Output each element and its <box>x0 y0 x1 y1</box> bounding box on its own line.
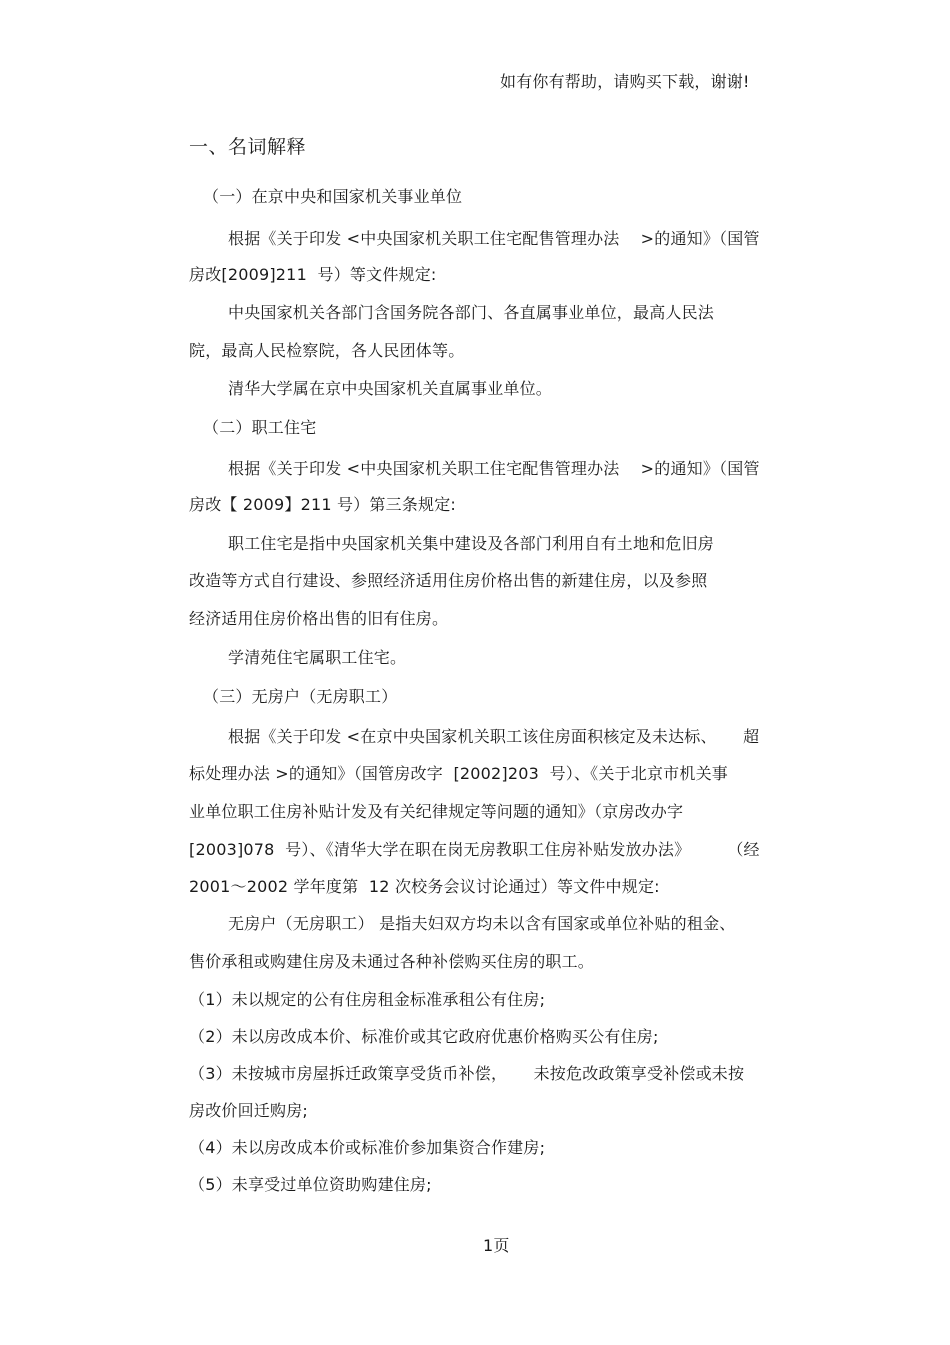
condition-item: （5）未享受过单位资助购建住房; <box>189 1175 432 1194</box>
section-title: 一、名词解释 <box>189 136 307 158</box>
paragraph-line: 职工住宅是指中央国家机关集中建设及各部门利用自有土地和危旧房 <box>228 534 715 553</box>
paragraph-line: 清华大学属在京中央国家机关直属事业单位。 <box>228 379 553 398</box>
paragraph-line: 售价承租或购建住房及未通过各种补偿购买住房的职工。 <box>189 952 595 971</box>
condition-item: （3）未按城市房屋拆迁政策享受货币补偿， 未按危改政策享受补偿或未按 <box>189 1064 745 1083</box>
condition-item: 房改价回迁购房; <box>189 1101 308 1120</box>
item-heading-3: （三）无房户（无房职工） <box>203 687 398 706</box>
paragraph-line: 院，最高人民检察院，各人民团体等。 <box>189 341 465 360</box>
paragraph-line: 房改【 2009】211 号）第三条规定: <box>189 495 457 514</box>
paragraph-line: 根据《关于印发 <中央国家机关职工住宅配售管理办法 >的通知》（国管 <box>228 459 760 478</box>
item-heading-2: （二）职工住宅 <box>203 418 317 437</box>
paragraph-line: [2003]078 号）、《清华大学在职在岗无房教职工住房补贴发放办法》 （经 <box>189 840 760 859</box>
paragraph-line: 改造等方式自行建设、参照经济适用住房价格出售的新建住房，以及参照 <box>189 571 708 590</box>
paragraph-line: 业单位职工住房补贴计发及有关纪律规定等问题的通知》（京房改办字 <box>189 802 684 821</box>
condition-item: （1）未以规定的公有住房租金标准承租公有住房; <box>189 990 546 1009</box>
paragraph-line: 房改[2009]211 号）等文件规定: <box>189 265 437 284</box>
paragraph-line: 经济适用住房价格出售的旧有住房。 <box>189 609 449 628</box>
paragraph-line: 学清苑住宅属职工住宅。 <box>228 648 407 667</box>
page-number: 1页 <box>483 1236 510 1255</box>
paragraph-line: 根据《关于印发 <中央国家机关职工住宅配售管理办法 >的通知》（国管 <box>228 229 760 248</box>
paragraph-line: 根据《关于印发 <在京中央国家机关职工该住房面积核定及未达标、 超 <box>228 727 760 746</box>
condition-item: （2）未以房改成本价、标准价或其它政府优惠价格购买公有住房; <box>189 1027 659 1046</box>
paragraph-line: 2001～2002 学年度第 12 次校务会议讨论通过）等文件中规定: <box>189 877 660 896</box>
header-note: 如有你有帮助，请购买下载，谢谢! <box>500 72 750 91</box>
item-heading-1: （一）在京中央和国家机关事业单位 <box>203 187 463 206</box>
condition-item: （4）未以房改成本价或标准价参加集资合作建房; <box>189 1138 546 1157</box>
paragraph-line: 无房户（无房职工） 是指夫妇双方均未以含有国家或单位补贴的租金、 <box>228 914 736 933</box>
paragraph-line: 中央国家机关各部门含国务院各部门、各直属事业单位，最高人民法 <box>228 303 715 322</box>
paragraph-line: 标处理办法 >的通知》（国管房改字 [2002]203 号）、《关于北京市机关事 <box>189 764 728 783</box>
